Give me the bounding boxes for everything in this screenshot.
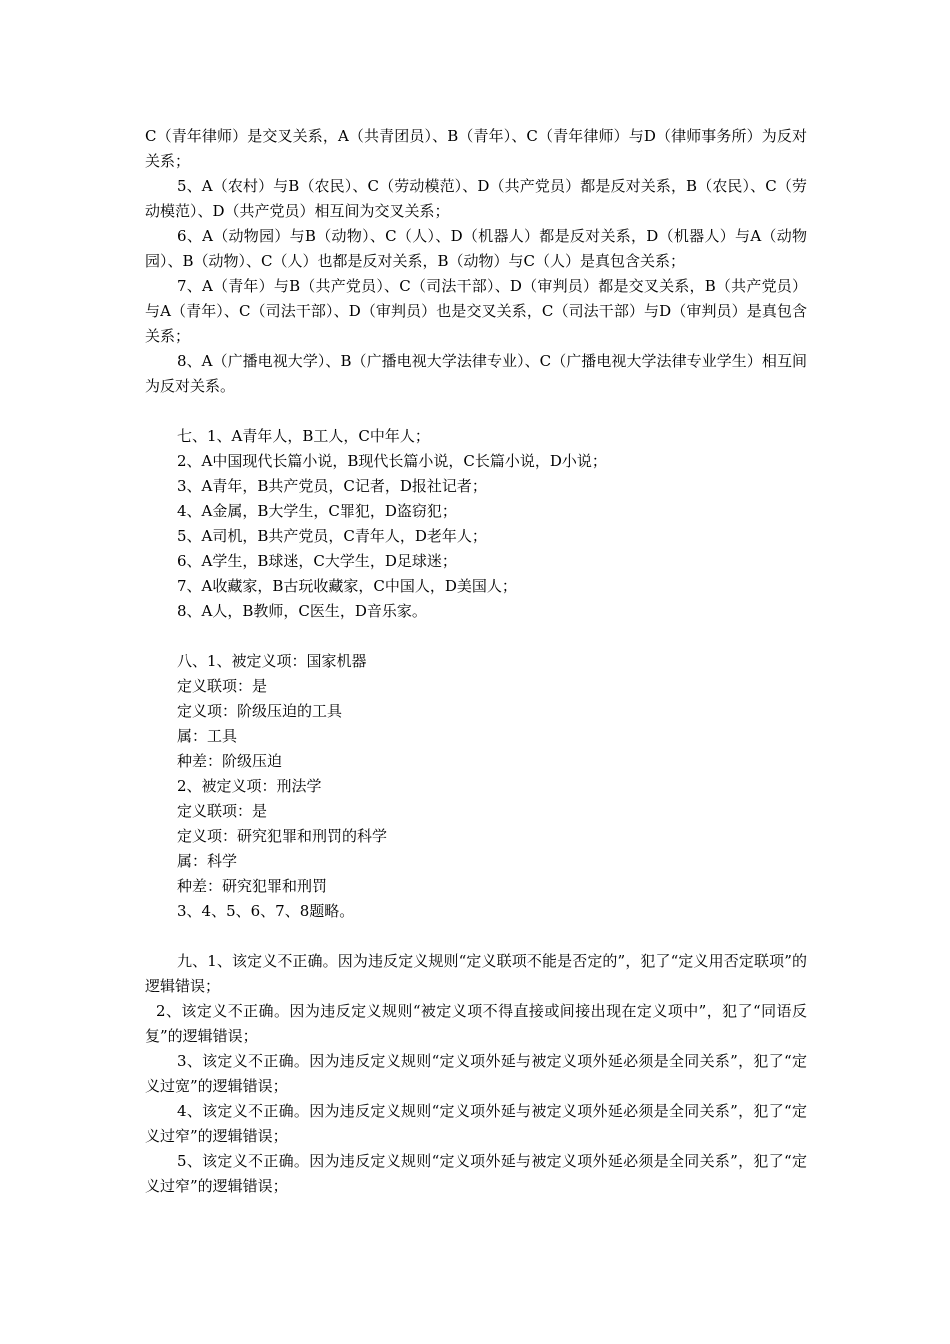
- s8-line-5: 种差：阶级压迫: [177, 752, 283, 770]
- s9-paragraph-4: 4、该定义不正确。因为违反定义规则“定义项外延与被定义项外延必须是全同关系”，犯了“定义过窄”的逻辑错误；: [145, 1102, 807, 1145]
- s6-paragraph-8: 8、A（广播电视大学）、B（广播电视大学法律专业）、C（广播电视大学法律专业学生）相互间为反对关系。: [145, 352, 807, 395]
- s6-paragraph-7: 7、A（青年）与B（共产党员）、C（司法干部）、D（审判员）都是交叉关系，B（共产党员）与A（青年）、C（司法干部）、D（审判员）也是交叉关系，C（司法干部）与D（审判员）是真包含关系；: [145, 277, 807, 345]
- s7-item-8: 8、A人，B教师，C医生，D音乐家。: [177, 602, 427, 620]
- s7-item-7: 7、A收藏家，B古玩收藏家，C中国人，D美国人；: [177, 577, 517, 595]
- s7-item-4: 4、A金属，B大学生，C罪犯，D盗窃犯；: [177, 502, 457, 520]
- section-spacer: [145, 624, 807, 649]
- s9-paragraph-1: 九、1、该定义不正确。因为违反定义规则“定义联项不能是否定的”，犯了“定义用否定联项”的逻辑错误；: [145, 952, 807, 995]
- s6-paragraph-6: 6、A（动物园）与B（动物）、C（人）、D（机器人）都是反对关系，D（机器人）与A（动物园）、B（动物）、C（人）也都是反对关系，B（动物）与C（人）是真包含关系；: [145, 227, 807, 270]
- s7-item-6: 6、A学生，B球迷，C大学生，D足球迷；: [177, 552, 457, 570]
- s9-paragraph-2: 2、该定义不正确。因为违反定义规则“被定义项不得直接或间接出现在定义项中”，犯了“同语反复”的逻辑错误；: [145, 1002, 807, 1045]
- s8-line-8: 定义项：研究犯罪和刑罚的科学: [177, 827, 388, 845]
- s8-line-11: 3、4、5、6、7、8题略。: [177, 902, 355, 920]
- s9-paragraph-3: 3、该定义不正确。因为违反定义规则“定义项外延与被定义项外延必须是全同关系”，犯了“定义过宽”的逻辑错误；: [145, 1052, 807, 1095]
- s7-item-2: 2、A中国现代长篇小说，B现代长篇小说，C长篇小说，D小说；: [177, 452, 607, 470]
- s8-line-4: 属：工具: [177, 727, 238, 745]
- s8-line-6: 2、被定义项：刑法学: [177, 777, 322, 795]
- s6-paragraph-5: 5、A（农村）与B（农民）、C（劳动模范）、D（共产党员）都是反对关系，B（农民）、C（劳动模范）、D（共产党员）相互间为交叉关系；: [145, 177, 807, 220]
- s7-item-5: 5、A司机，B共产党员，C青年人，D老年人；: [177, 527, 487, 545]
- document-page: [145, 124, 807, 1199]
- section-spacer: [145, 399, 807, 424]
- s8-line-3: 定义项：阶级压迫的工具: [177, 702, 343, 720]
- s7-item-3: 3、A青年，B共产党员，C记者，D报社记者；: [177, 477, 487, 495]
- s6-paragraph-4-tail: C（青年律师）是交叉关系，A（共青团员）、B（青年）、C（青年律师）与D（律师事务所）为反对关系；: [145, 127, 807, 170]
- s8-line-1: 八、1、被定义项：国家机器: [177, 652, 367, 670]
- s8-line-7: 定义联项：是: [177, 802, 268, 820]
- s8-line-9: 属：科学: [177, 852, 238, 870]
- s8-line-10: 种差：研究犯罪和刑罚: [177, 877, 328, 895]
- s7-item-1: 七、1、A青年人，B工人，C中年人；: [177, 427, 430, 445]
- section-spacer: [145, 924, 807, 949]
- s9-paragraph-5: 5、该定义不正确。因为违反定义规则“定义项外延与被定义项外延必须是全同关系”，犯了“定义过窄”的逻辑错误；: [145, 1152, 807, 1195]
- s8-line-2: 定义联项：是: [177, 677, 268, 695]
